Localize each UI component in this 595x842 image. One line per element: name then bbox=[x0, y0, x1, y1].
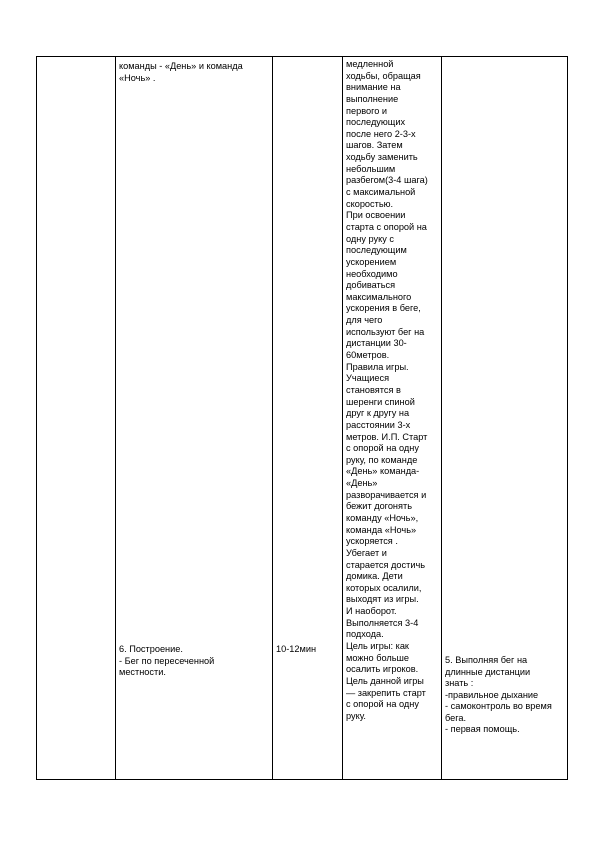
text-line: с опорой на одну bbox=[346, 443, 419, 454]
text-line: 5. Выполняя бег на bbox=[445, 655, 528, 665]
text-line: - первая помощь. bbox=[445, 724, 520, 734]
text-line: ходьбы, обращая bbox=[346, 70, 421, 81]
duration-value: 10-12мин bbox=[276, 644, 317, 654]
text-line: Выполняется 3-4 bbox=[346, 617, 419, 628]
text-line: знать : bbox=[445, 678, 474, 688]
text-line: 60метров. bbox=[346, 350, 390, 361]
text-line: небольшим bbox=[346, 163, 396, 174]
text-line: — закрепить старт bbox=[346, 687, 426, 698]
table-divider-3 bbox=[342, 56, 343, 780]
text-line: подхода. bbox=[346, 629, 384, 640]
text-line: Убегает и bbox=[346, 547, 387, 558]
text-line: ускоряется . bbox=[346, 536, 398, 547]
table-divider-1 bbox=[115, 56, 116, 780]
text-line: максимального bbox=[346, 291, 412, 302]
text-line: - самоконтроль во время bbox=[445, 701, 552, 711]
content-line: местности. bbox=[119, 667, 166, 677]
text-line: используют бег на bbox=[346, 326, 425, 337]
text-line: шагов. Затем bbox=[346, 140, 403, 151]
table-border-left bbox=[36, 56, 37, 780]
text-line: первого и bbox=[346, 105, 388, 116]
table-divider-2 bbox=[272, 56, 273, 780]
text-line: медленной bbox=[346, 59, 394, 69]
content-cell-top bbox=[119, 61, 269, 84]
text-line: скоростью. bbox=[346, 198, 394, 209]
text-line: после него 2-3-х bbox=[346, 128, 416, 139]
text-line: домика. Дети bbox=[346, 571, 403, 582]
content-line: 6. Построение. bbox=[119, 644, 183, 654]
text-line: дистанции 30- bbox=[346, 338, 407, 349]
text-line: ходьбу заменить bbox=[346, 152, 418, 163]
text-line: При освоении bbox=[346, 210, 406, 221]
content-line: команды - «День» и команда bbox=[119, 61, 243, 71]
notes-cell bbox=[445, 655, 565, 736]
text-line: ускорением bbox=[346, 256, 397, 267]
text-line: с максимальной bbox=[346, 187, 416, 198]
text-line: с опорой на одну bbox=[346, 699, 419, 710]
text-line: Учащиеся bbox=[346, 373, 390, 384]
text-line: которых осалили, bbox=[346, 582, 422, 593]
text-line: одну руку с bbox=[346, 233, 394, 244]
text-line: метров. И.П. Старт bbox=[346, 431, 428, 442]
text-line: выполнение bbox=[346, 93, 399, 104]
text-line: -правильное дыхание bbox=[445, 689, 539, 700]
text-line: разбегом(3-4 шага) bbox=[346, 175, 428, 186]
text-line: шеренги спиной bbox=[346, 396, 415, 407]
text-line: Цель игры: как bbox=[346, 641, 409, 652]
text-line: ускорения в беге, bbox=[346, 303, 421, 314]
text-line: «День» bbox=[346, 478, 378, 489]
text-line: руку. bbox=[346, 710, 366, 721]
content-line: - Бег по пересеченной bbox=[119, 655, 215, 666]
content-cell-bottom bbox=[119, 644, 269, 679]
text-line: разворачивается и bbox=[346, 489, 427, 500]
text-line: Цель данной игры bbox=[346, 675, 424, 686]
instructions-cell bbox=[346, 59, 440, 723]
text-line: Правила игры. bbox=[346, 361, 409, 372]
text-line: «День» команда- bbox=[346, 466, 420, 477]
content-line: «Ночь» . bbox=[119, 72, 156, 83]
text-line: необходимо bbox=[346, 268, 398, 279]
text-line: руку, по команде bbox=[346, 454, 418, 465]
text-line: осалить игроков. bbox=[346, 664, 419, 675]
text-line: старается достичь bbox=[346, 559, 426, 570]
text-line: команда «Ночь» bbox=[346, 524, 417, 535]
text-line: бежит догонять bbox=[346, 501, 412, 512]
text-line: выходят из игры. bbox=[346, 594, 419, 605]
text-line: команду «Ночь», bbox=[346, 512, 419, 523]
text-line: И наоборот. bbox=[346, 606, 397, 617]
text-line: последующим bbox=[346, 245, 407, 256]
text-line: бега. bbox=[445, 712, 467, 723]
text-line: друг к другу на bbox=[346, 408, 410, 419]
text-line: можно больше bbox=[346, 652, 410, 663]
text-line: для чего bbox=[346, 315, 383, 326]
text-line: внимание на bbox=[346, 82, 401, 93]
text-line: расстоянии 3-х bbox=[346, 419, 411, 430]
text-line: последующих bbox=[346, 117, 406, 128]
table-divider-4 bbox=[441, 56, 442, 780]
text-line: старта с опорой на bbox=[346, 221, 427, 232]
time-cell bbox=[276, 644, 340, 656]
text-line: добиваться bbox=[346, 280, 396, 291]
text-line: становятся в bbox=[346, 384, 401, 395]
text-line: длинные дистанции bbox=[445, 666, 531, 677]
table-border-right bbox=[567, 56, 568, 780]
